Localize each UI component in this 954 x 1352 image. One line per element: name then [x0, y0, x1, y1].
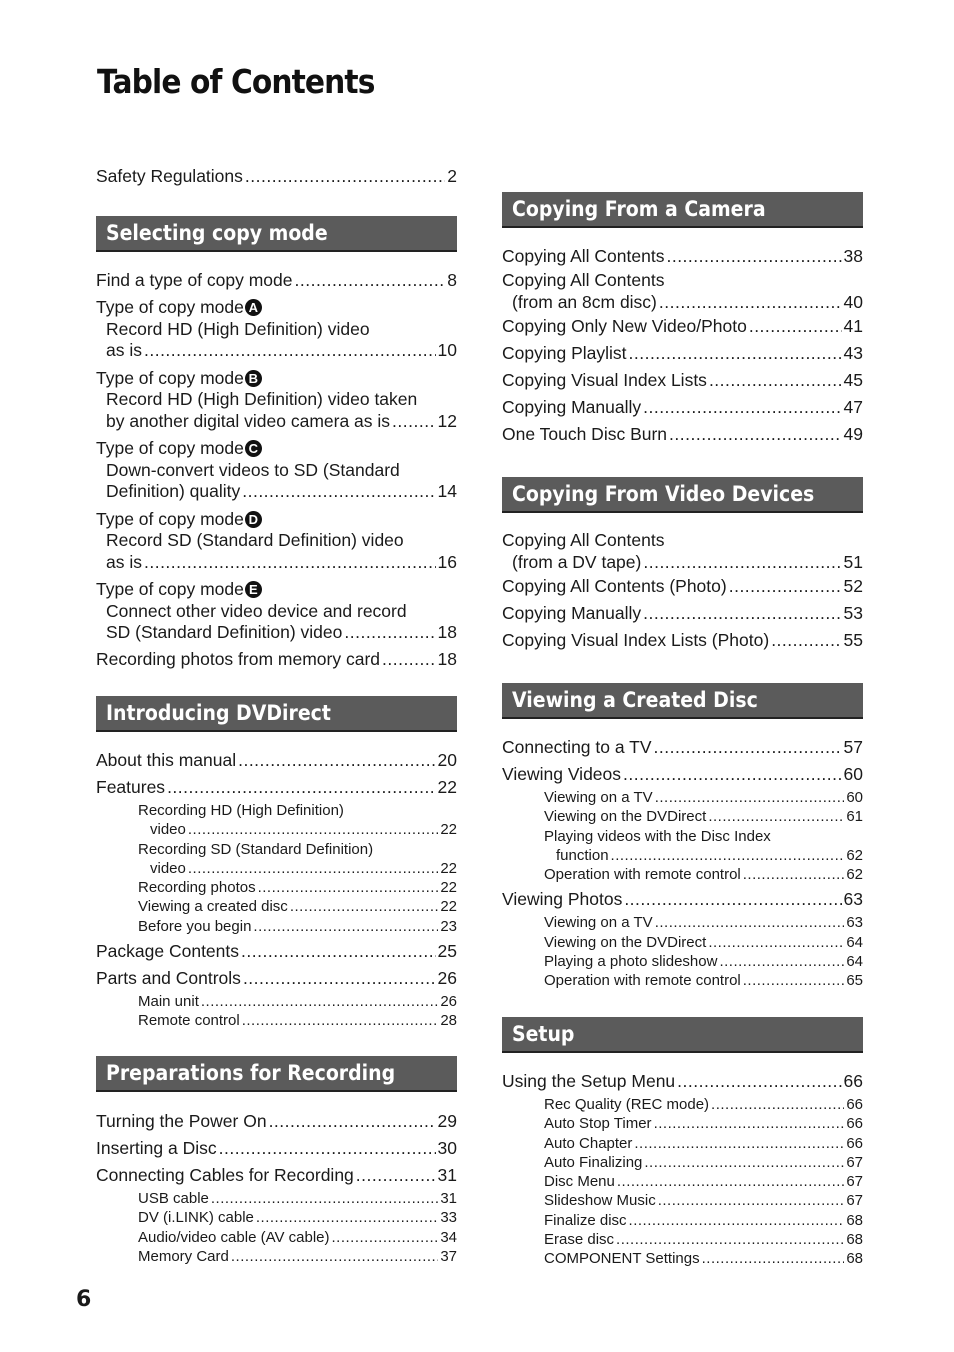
- toc-entry-copy-manually[interactable]: Copying Manually ..... 47: [502, 394, 863, 421]
- toc-subentry-auto-finalizing[interactable]: Auto Finalizing ..... 67: [544, 1153, 863, 1172]
- toc-subentry-slideshow-music[interactable]: Slideshow Music ..... 67: [544, 1191, 863, 1210]
- toc-subentry-photo-on-dvdirect[interactable]: Viewing on the DVDirect ..... 64: [544, 933, 863, 952]
- toc-entry-mode-b[interactable]: Type of copy mode B Record HD (High Definition) video taken by another digital video camera as is ..... 12: [96, 368, 457, 433]
- section-selecting: [96, 267, 457, 673]
- toc-subentry-av-cable[interactable]: Audio/video cable (AV cable) ..... 34: [138, 1228, 457, 1247]
- toc-entry-recording-photos[interactable]: Recording photos from memory card ..... 18: [96, 646, 457, 673]
- photos-subentries: [502, 913, 863, 990]
- section-header-camera: Copying From a Camera: [502, 192, 863, 228]
- page-number: 6: [76, 1287, 92, 1312]
- toc-entry-copy-manually-video[interactable]: Copying Manually ..... 53: [502, 600, 863, 627]
- parts-subentries: [96, 992, 457, 1031]
- toc-subentry-photo-slideshow[interactable]: Playing a photo slideshow ..... 64: [544, 952, 863, 971]
- setup-subentries: [502, 1095, 863, 1269]
- toc-entry-parts-controls[interactable]: Parts and Controls ..... 26: [96, 965, 457, 992]
- cables-subentries: [96, 1189, 457, 1266]
- toc-subentry-rec-quality[interactable]: Rec Quality (REC mode) ..... 66: [544, 1095, 863, 1114]
- toc-subentry-video-on-dvdirect[interactable]: Viewing on the DVDirect ..... 61: [544, 807, 863, 826]
- toc-subentry-disc-menu[interactable]: Disc Menu ..... 67: [544, 1172, 863, 1191]
- toc-subentry-disc-index[interactable]: Playing videos with the Disc Index function ..... 62: [544, 827, 863, 866]
- videos-subentries: [502, 788, 863, 884]
- toc-subentry-auto-chapter[interactable]: Auto Chapter ..... 66: [544, 1134, 863, 1153]
- mode-a-badge: A: [245, 299, 262, 316]
- toc-subentry-video-on-tv[interactable]: Viewing on a TV ..... 60: [544, 788, 863, 807]
- section-header-viewing: Viewing a Created Disc: [502, 683, 863, 719]
- toc-entry-connecting-cables[interactable]: Connecting Cables for Recording ..... 31: [96, 1162, 457, 1189]
- toc-entry-mode-e[interactable]: Type of copy mode E Connect other video device and record SD (Standard Definition) video ..... 18: [96, 579, 457, 644]
- section-preparations: [96, 1108, 457, 1266]
- section-viewing: [502, 734, 863, 991]
- toc-subentry-before-begin[interactable]: Before you begin ..... 23: [138, 917, 457, 936]
- toc-subentry-remote-control[interactable]: Remote control ..... 28: [138, 1011, 457, 1030]
- toc-subentry-photo-on-tv[interactable]: Viewing on a TV ..... 63: [544, 913, 863, 932]
- toc-entry-copy-playlist[interactable]: Copying Playlist ..... 43: [502, 340, 863, 367]
- toc-entry-package-contents[interactable]: Package Contents ..... 25: [96, 938, 457, 965]
- mode-b-badge: B: [245, 370, 262, 387]
- toc-entry-find-mode[interactable]: Find a type of copy mode ..... 8: [96, 267, 457, 294]
- toc-subentry-viewing-disc[interactable]: Viewing a created disc ..... 22: [138, 897, 457, 916]
- section-header-setup: Setup: [502, 1017, 863, 1053]
- toc-entry-features[interactable]: Features ..... 22: [96, 774, 457, 801]
- section-camera: [502, 243, 863, 448]
- toc-subentry-video-remote[interactable]: Operation with remote control ..... 62: [544, 865, 863, 884]
- toc-entry-one-touch-burn[interactable]: One Touch Disc Burn ..... 49: [502, 421, 863, 448]
- toc-subentry-dv-cable[interactable]: DV (i.LINK) cable ..... 33: [138, 1208, 457, 1227]
- toc-entry-copy-all-photo[interactable]: Copying All Contents (Photo) ..... 52: [502, 573, 863, 600]
- toc-entry-power-on[interactable]: Turning the Power On ..... 29: [96, 1108, 457, 1135]
- toc-entry-inserting-disc[interactable]: Inserting a Disc ..... 30: [96, 1135, 457, 1162]
- mode-d-badge: D: [245, 511, 262, 528]
- toc-subentry-recording-hd[interactable]: Recording HD (High Definition) video ..... 22: [138, 801, 457, 840]
- section-video-devices: [502, 530, 863, 654]
- mode-e-badge: E: [245, 581, 262, 598]
- toc-entry-mode-a[interactable]: Type of copy mode A Record HD (High Definition) video as is ..... 10: [96, 297, 457, 362]
- section-header-video-devices: Copying From Video Devices: [502, 477, 863, 513]
- toc-subentry-memory-card[interactable]: Memory Card ..... 37: [138, 1247, 457, 1266]
- toc-subentry-auto-stop-timer[interactable]: Auto Stop Timer ..... 66: [544, 1114, 863, 1133]
- toc-entry-copy-all-dv[interactable]: Copying All Contents (from a DV tape) ..... 51: [502, 530, 863, 573]
- toc-entry-copy-visual-index-photo[interactable]: Copying Visual Index Lists (Photo) ..... 55: [502, 627, 863, 654]
- toc-entry-connecting-tv[interactable]: Connecting to a TV ..... 57: [502, 734, 863, 761]
- toc-entry-setup-menu[interactable]: Using the Setup Menu ..... 66: [502, 1068, 863, 1095]
- toc-subentry-component-settings[interactable]: COMPONENT Settings ..... 68: [544, 1249, 863, 1268]
- toc-subentry-photo-remote[interactable]: Operation with remote control ..... 65: [544, 971, 863, 990]
- toc-entry-mode-d[interactable]: Type of copy mode D Record SD (Standard Definition) video as is ..... 16: [96, 509, 457, 574]
- section-header-preparations: Preparations for Recording: [96, 1056, 457, 1092]
- page-title: Table of Contents: [97, 62, 375, 101]
- toc-subentry-recording-sd[interactable]: Recording SD (Standard Definition) video ..... 22: [138, 840, 457, 879]
- toc-entry-copy-all-8cm[interactable]: Copying All Contents (from an 8cm disc) ..... 40: [502, 270, 863, 313]
- section-header-introducing: Introducing DVDirect: [96, 696, 457, 732]
- section-setup: [502, 1068, 863, 1269]
- toc-entry-about-manual[interactable]: About this manual ..... 20: [96, 747, 457, 774]
- toc-subentry-recording-photos[interactable]: Recording photos ..... 22: [138, 878, 457, 897]
- toc-subentry-finalize-disc[interactable]: Finalize disc ..... 68: [544, 1211, 863, 1230]
- toc-entry-copy-all[interactable]: Copying All Contents ..... 38: [502, 243, 863, 270]
- toc-entry-copy-visual-index[interactable]: Copying Visual Index Lists ..... 45: [502, 367, 863, 394]
- section-introducing: [96, 747, 457, 1031]
- section-header-selecting: Selecting copy mode: [96, 216, 457, 252]
- mode-c-badge: C: [245, 440, 262, 457]
- toc-entry-viewing-photos[interactable]: Viewing Photos ..... 63: [502, 886, 863, 913]
- toc-subentry-main-unit[interactable]: Main unit ..... 26: [138, 992, 457, 1011]
- toc-subentry-usb-cable[interactable]: USB cable ..... 31: [138, 1189, 457, 1208]
- toc-entry-safety[interactable]: Safety Regulations ..... 2: [96, 163, 457, 190]
- toc-entry-mode-c[interactable]: Type of copy mode C Down-convert videos to SD (Standard Definition) quality ..... 14: [96, 438, 457, 503]
- features-subentries: [96, 801, 457, 936]
- toc-entry-copy-new[interactable]: Copying Only New Video/Photo ..... 41: [502, 313, 863, 340]
- toc-subentry-erase-disc[interactable]: Erase disc ..... 68: [544, 1230, 863, 1249]
- toc-entry-viewing-videos[interactable]: Viewing Videos ..... 60: [502, 761, 863, 788]
